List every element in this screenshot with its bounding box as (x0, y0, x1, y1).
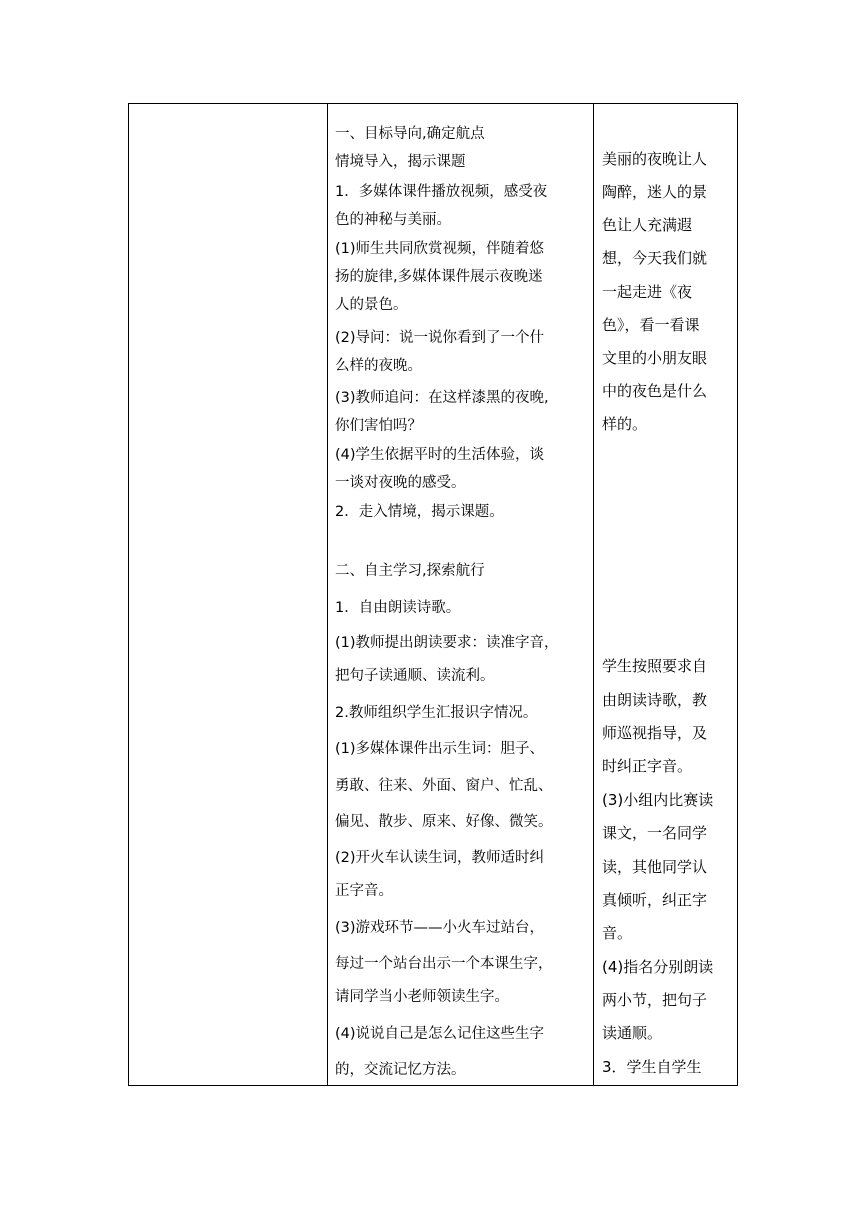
mid-line: 1．多媒体课件播放视频，感受夜 (335, 184, 548, 200)
right-line: 学生按照要求自 (602, 657, 708, 675)
mid-line: 2.教师组织学生汇报识字情况。 (335, 705, 538, 721)
middle-column-cell (328, 104, 593, 1085)
mid-line: (4)学生依据平时的生活体验，谈 (335, 447, 545, 463)
mid-line: (1)师生共同欣赏视频，伴随着悠 (335, 241, 545, 257)
mid-line: (3)教师追问：在这样漆黑的夜晚, (335, 390, 549, 406)
right-line: 中的夜色是什么 (602, 382, 708, 400)
mid-line: (1)教师提出朗读要求：读准字音， (335, 635, 559, 651)
right-line: 一起走进《夜 (602, 283, 693, 301)
mid-line: 偏见、散步、原来、好像、微笑。 (335, 814, 553, 830)
mid-line: 你们害怕吗？ (335, 418, 422, 434)
mid-line: 把句子读通顺、读流利。 (335, 668, 495, 684)
mid-line: (4)说说自己是怎么记住这些生字 (335, 1026, 545, 1042)
right-line: 色让人充满遐 (602, 216, 693, 234)
mid-line: 的，交流记忆方法。 (335, 1062, 466, 1078)
left-column-cell (129, 104, 327, 1085)
mid-line: 扬的旋律,多媒体课件展示夜晚迷 (335, 269, 543, 285)
right-line: 3．学生自学生 (602, 1058, 702, 1076)
right-column-cell (594, 104, 739, 1085)
mid-line: 2．走入情境，揭示课题。 (335, 504, 504, 520)
mid-line: (2)开火车认读生词，教师适时纠 (335, 850, 545, 866)
mid-line: 情境导入，揭示课题 (335, 154, 466, 170)
lesson-plan-table (128, 103, 738, 1086)
right-line: 色》，看一看课 (602, 316, 700, 334)
right-line: (4)指名分别朗读 (602, 958, 714, 976)
mid-line: 二、自主学习,探索航行 (335, 563, 485, 579)
mid-line: 1．自由朗读诗歌。 (335, 600, 461, 616)
right-line: 样的。 (602, 415, 648, 433)
mid-line: 么样的夜晚。 (335, 358, 422, 374)
right-line: 读通顺。 (602, 1024, 663, 1042)
right-line: 时纠正字音。 (602, 757, 693, 775)
right-line: 美丽的夜晚让人 (602, 150, 708, 168)
mid-line: 勇敢、往来、外面、窗户、忙乱、 (335, 778, 553, 794)
mid-line: 请同学当小老师领读生字。 (335, 989, 509, 1005)
mid-line: 色的神秘与美丽。 (335, 212, 451, 228)
mid-line: 一、目标导向,确定航点 (335, 126, 485, 142)
right-line: 师巡视指导，及 (602, 724, 708, 742)
mid-line: 一谈对夜晚的感受。 (335, 475, 466, 491)
mid-line: (1)多媒体课件出示生词：胆子、 (335, 741, 545, 757)
right-line: 两小节，把句子 (602, 991, 708, 1009)
right-line: 文里的小朋友眼 (602, 349, 708, 367)
right-line: (3)小组内比赛读 (602, 791, 714, 809)
mid-line: (3)游戏环节——小火车过站台， (335, 920, 545, 936)
mid-line: 每过一个站台出示一个本课生字， (335, 956, 553, 972)
right-line: 真倾听，纠正字 (602, 891, 708, 909)
mid-line: (2)导问：说一说你看到了一个什 (335, 330, 545, 346)
right-line: 由朗读诗歌，教 (602, 691, 708, 709)
mid-line: 正字音。 (335, 883, 393, 899)
right-line: 陶醉，迷人的景 (602, 183, 708, 201)
mid-line: 人的景色。 (335, 297, 408, 313)
right-line: 想，今天我们就 (602, 249, 708, 267)
right-line: 读，其他同学认 (602, 858, 708, 876)
right-line: 音。 (602, 924, 633, 942)
right-line: 课文，一名同学 (602, 824, 708, 842)
